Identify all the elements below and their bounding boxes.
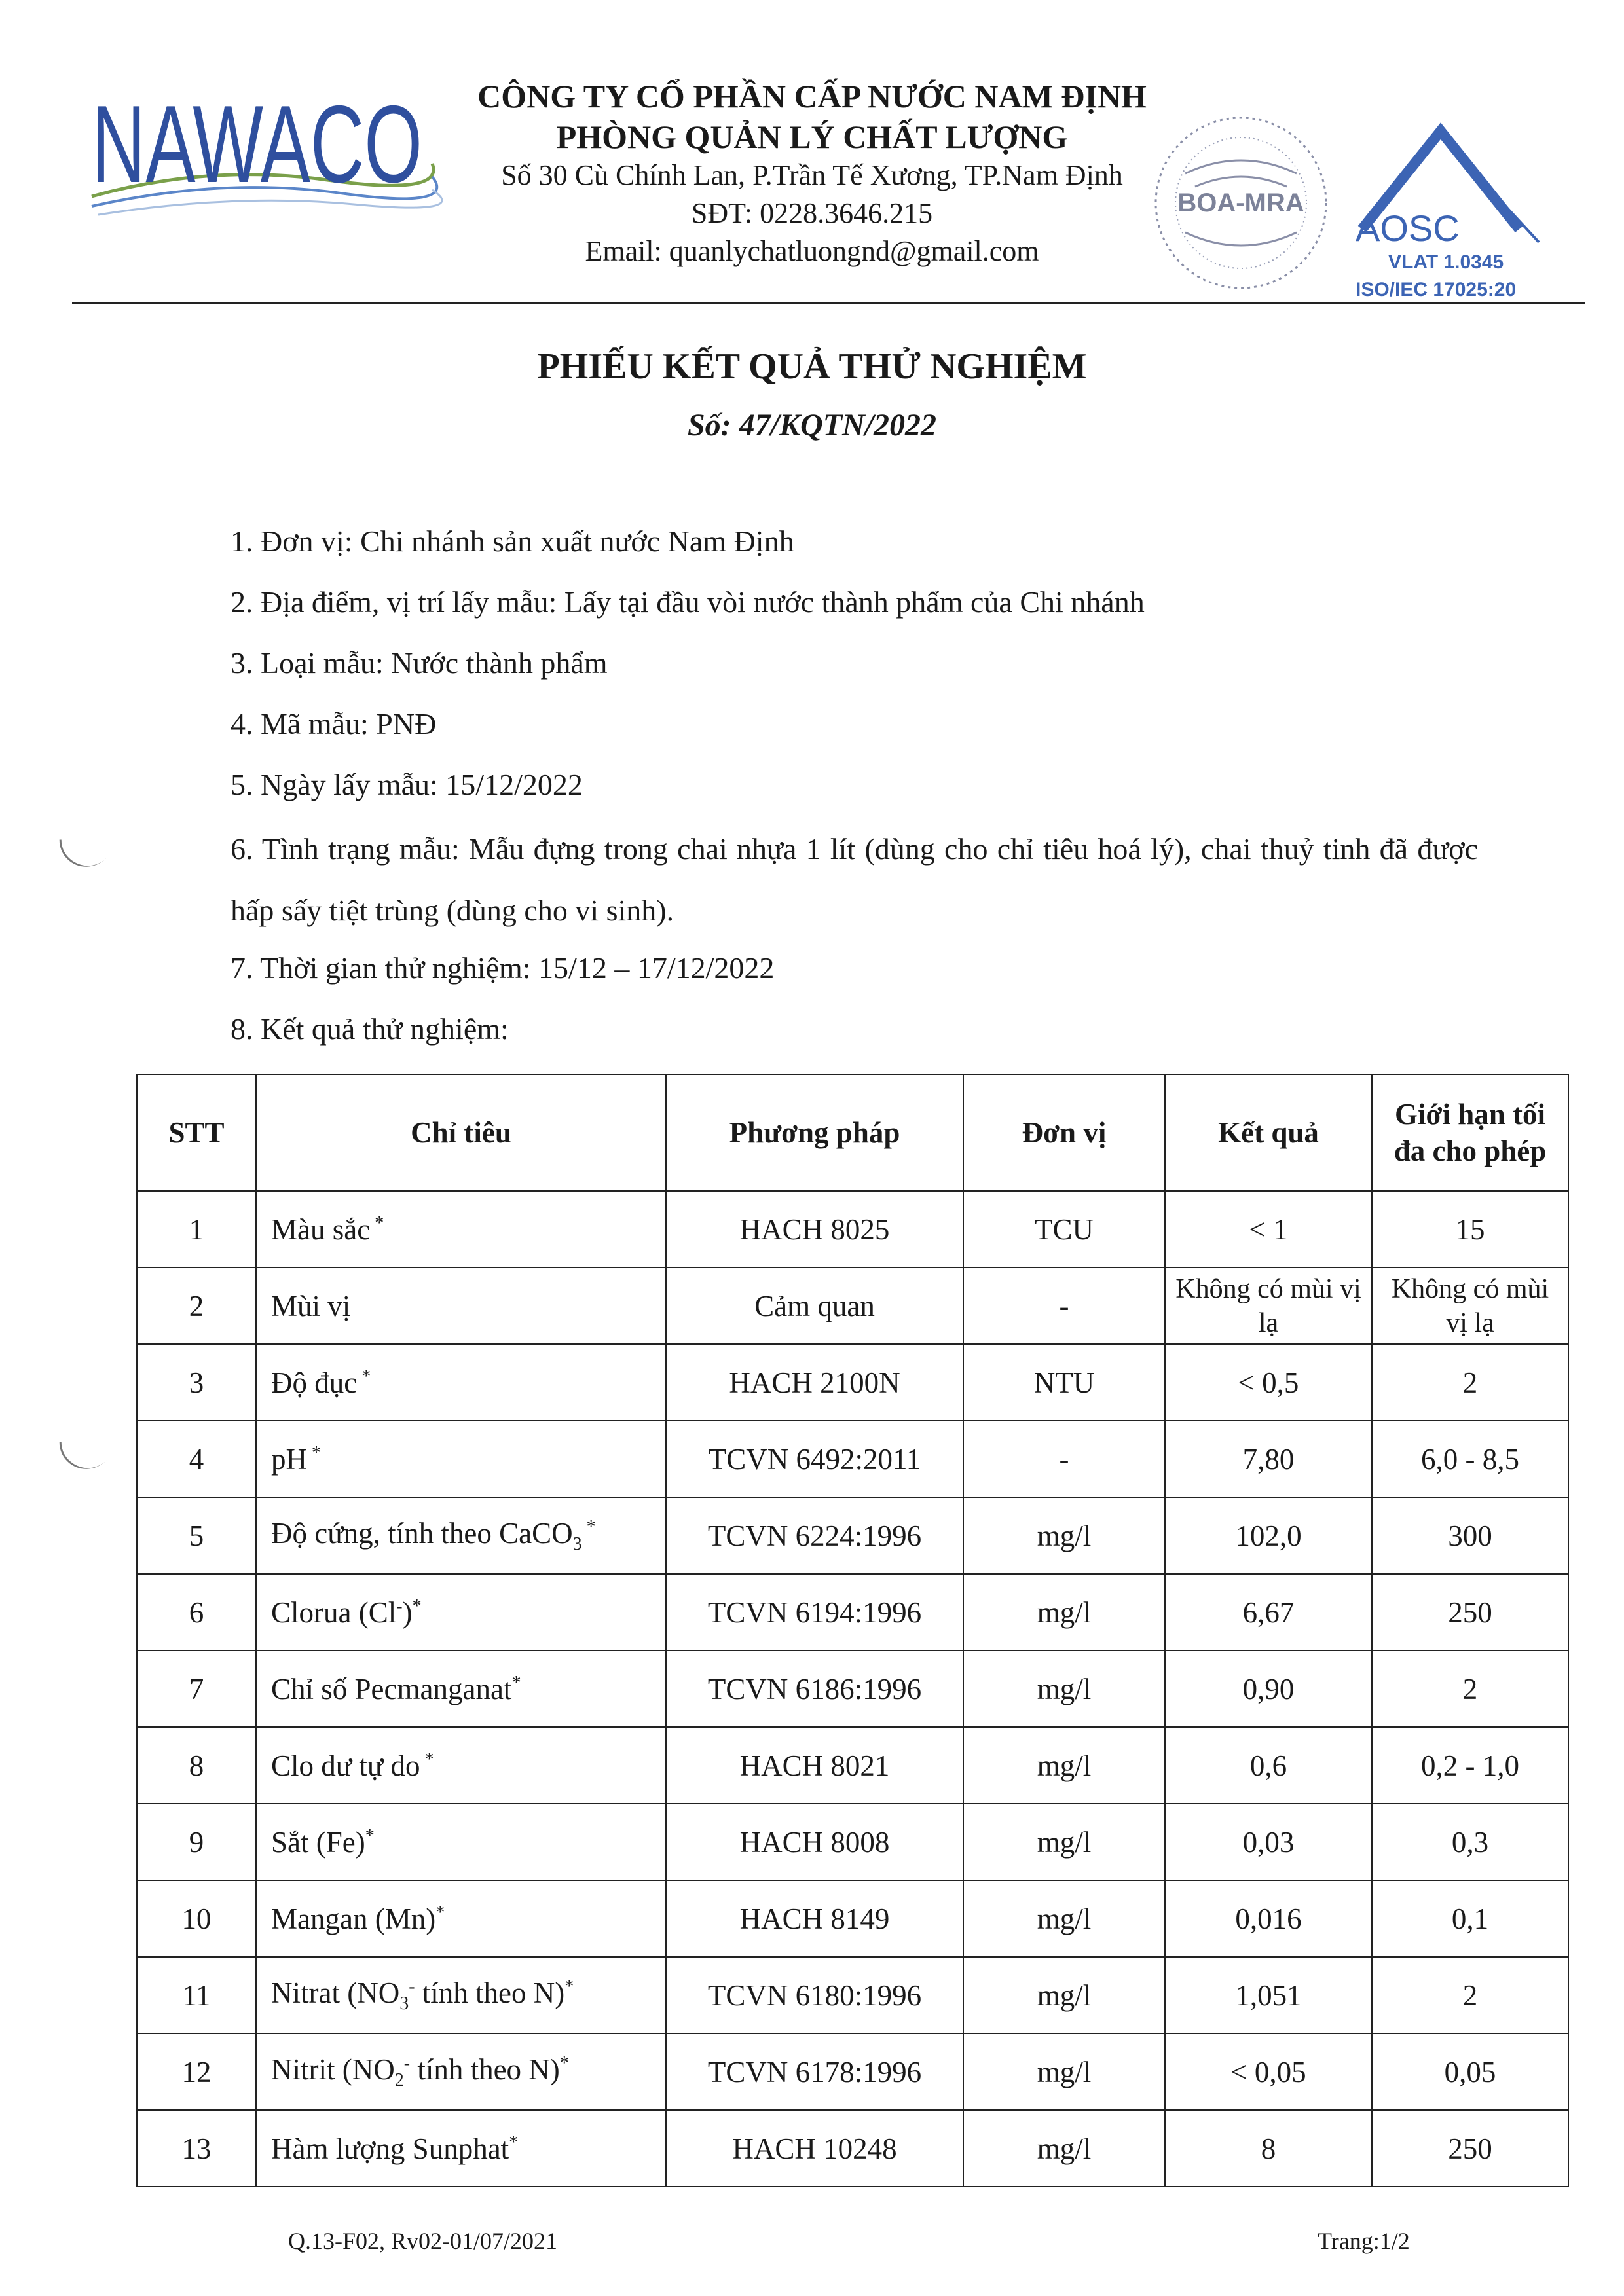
aosc-org: AOSC: [1356, 208, 1460, 249]
aosc-code: VLAT 1.0345: [1388, 251, 1504, 273]
indicator-name: Clorua (Cl: [271, 1595, 397, 1629]
cell-method: HACH 8025: [666, 1191, 963, 1267]
table-row: [137, 1957, 1568, 2033]
header-result: Kết quả: [1165, 1074, 1372, 1191]
cell-result: 0,03: [1165, 1804, 1372, 1880]
cell-indicator: [256, 1880, 666, 1957]
info-sampling-date: 5. Ngày lấy mẫu: 15/12/2022: [231, 768, 583, 801]
header-limit: Giới hạn tối đa cho phép: [1372, 1074, 1568, 1191]
cell-unit: mg/l: [963, 1957, 1165, 2033]
accredited-mark: *: [509, 2132, 519, 2153]
cell-indicator: [256, 1421, 666, 1497]
accredited-mark: *: [420, 1749, 434, 1770]
cell-limit: 2: [1372, 1344, 1568, 1421]
cell-result: 6,67: [1165, 1574, 1372, 1650]
cell-stt: 11: [137, 1957, 256, 2033]
header-indicator: Chỉ tiêu: [256, 1074, 666, 1191]
indicator-name: Mangan (Mn): [271, 1902, 436, 1935]
indicator-subscript: 2: [394, 2070, 404, 2090]
cell-unit: mg/l: [963, 1574, 1165, 1650]
cell-limit: 0,05: [1372, 2033, 1568, 2110]
indicator-name: pH: [271, 1442, 307, 1476]
cell-stt: 4: [137, 1421, 256, 1497]
header-unit: Đơn vị: [963, 1074, 1165, 1191]
table-row: [137, 1497, 1568, 1574]
cell-unit: mg/l: [963, 1650, 1165, 1727]
cell-stt: 9: [137, 1804, 256, 1880]
form-code: Q.13-F02, Rv02-01/07/2021: [288, 2228, 558, 2254]
cell-method: TCVN 6194:1996: [666, 1574, 963, 1650]
cell-stt: 7: [137, 1650, 256, 1727]
cell-method: TCVN 6186:1996: [666, 1650, 963, 1727]
cell-result: < 0,05: [1165, 2033, 1372, 2110]
info-results-heading: 8. Kết quả thử nghiệm:: [231, 1012, 509, 1046]
cell-result: < 0,5: [1165, 1344, 1372, 1421]
nawaco-logo: [92, 65, 432, 223]
cell-result: 8: [1165, 2110, 1372, 2187]
indicator-name-tail: tính theo N): [415, 1977, 565, 2009]
table-row: [137, 1344, 1568, 1421]
cell-method: TCVN 6492:2011: [666, 1421, 963, 1497]
cell-limit: 300: [1372, 1497, 1568, 1574]
cell-indicator: [256, 1804, 666, 1880]
indicator-name-tail: ): [402, 1595, 413, 1629]
accreditation-seal: [1146, 108, 1336, 298]
cell-limit: 0,1: [1372, 1880, 1568, 1957]
cell-stt: 10: [137, 1880, 256, 1957]
cell-indicator: [256, 2110, 666, 2187]
indicator-name: Clo dư tự do: [271, 1749, 420, 1782]
company-name: CÔNG TY CỔ PHẦN CẤP NƯỚC NAM ĐỊNH: [477, 78, 1147, 115]
table-row: [137, 1804, 1568, 1880]
cell-indicator: [256, 1650, 666, 1727]
cell-unit: mg/l: [963, 1880, 1165, 1957]
cell-stt: 2: [137, 1267, 256, 1344]
info-location: 2. Địa điểm, vị trí lấy mẫu: Lấy tại đầu vòi nước thành phẩm của Chi nhánh: [231, 585, 1145, 619]
info-sample-code: 4. Mã mẫu: PNĐ: [231, 707, 437, 740]
table-row: [137, 1267, 1568, 1344]
table-row: [137, 1421, 1568, 1497]
header-method: Phương pháp: [666, 1074, 963, 1191]
cell-limit: 2: [1372, 1650, 1568, 1727]
accredited-mark: *: [307, 1442, 321, 1463]
results-table: [136, 1074, 1569, 2187]
cell-limit: 6,0 - 8,5: [1372, 1421, 1568, 1497]
cell-result: Không có mùi vị lạ: [1165, 1267, 1372, 1344]
cell-result: 1,051: [1165, 1957, 1372, 2033]
cell-method: HACH 8149: [666, 1880, 963, 1957]
cell-method: HACH 2100N: [666, 1344, 963, 1421]
cell-unit: -: [963, 1267, 1165, 1344]
table-row: [137, 1880, 1568, 1957]
cell-method: HACH 10248: [666, 2110, 963, 2187]
table-row: [137, 1650, 1568, 1727]
cell-indicator: [256, 1344, 666, 1421]
accredited-mark: *: [435, 1902, 445, 1923]
cell-stt: 13: [137, 2110, 256, 2187]
indicator-name: Độ đục: [271, 1366, 358, 1399]
cell-limit: 0,2 - 1,0: [1372, 1727, 1568, 1804]
company-phone: SĐT: 0228.3646.215: [691, 197, 933, 229]
indicator-name: Nitrat (NO: [271, 1977, 400, 2009]
info-sample-type: 3. Loại mẫu: Nước thành phẩm: [231, 646, 608, 680]
cell-limit: 0,3: [1372, 1804, 1568, 1880]
accredited-mark: *: [365, 1825, 375, 1846]
seal-text: BOA-MRA: [1177, 189, 1304, 217]
cell-result: 0,6: [1165, 1727, 1372, 1804]
accredited-mark: *: [511, 1672, 521, 1693]
info-sample-condition: 6. Tình trạng mẫu: Mẫu đựng trong chai nhựa 1 lít (dùng cho chỉ tiêu hoá lý), chai thuỷ tinh đã được hấp sấy tiệt trùng (dùng cho vi sinh).: [231, 832, 1478, 927]
cell-stt: 5: [137, 1497, 256, 1574]
cell-stt: 1: [137, 1191, 256, 1267]
aosc-accreditation-mark: [1349, 118, 1565, 308]
cell-method: TCVN 6178:1996: [666, 2033, 963, 2110]
cell-unit: mg/l: [963, 1497, 1165, 1574]
info-test-period: 7. Thời gian thử nghiệm: 15/12 – 17/12/2022: [231, 951, 775, 985]
indicator-name: Chỉ số Pecmanganat: [271, 1672, 512, 1705]
cell-limit: 250: [1372, 1574, 1568, 1650]
cell-stt: 3: [137, 1344, 256, 1421]
cell-indicator: [256, 1191, 666, 1267]
cell-limit: Không có mùi vị lạ: [1372, 1267, 1568, 1344]
indicator-subscript: 3: [572, 1534, 582, 1554]
indicator-superscript: -: [409, 1977, 415, 1997]
cell-indicator: [256, 1574, 666, 1650]
indicator-subscript: 3: [399, 1994, 409, 2014]
cell-method: Cảm quan: [666, 1267, 963, 1344]
indicator-name: Độ cứng, tính theo CaCO: [271, 1517, 573, 1550]
table-row: [137, 1191, 1568, 1267]
table-row: [137, 2110, 1568, 2187]
department-name: PHÒNG QUẢN LÝ CHẤT LƯỢNG: [556, 118, 1068, 155]
cell-unit: mg/l: [963, 2110, 1165, 2187]
company-email: Email: quanlychatluongnd@gmail.com: [585, 235, 1039, 267]
cell-stt: 12: [137, 2033, 256, 2110]
accredited-mark: *: [581, 1517, 596, 1537]
cell-method: HACH 8021: [666, 1727, 963, 1804]
cell-limit: 250: [1372, 2110, 1568, 2187]
cell-method: TCVN 6224:1996: [666, 1497, 963, 1574]
document-number: Số: 47/KQTN/2022: [687, 408, 936, 443]
cell-indicator: [256, 1267, 666, 1344]
indicator-superscript: -: [396, 1595, 403, 1616]
cell-limit: 15: [1372, 1191, 1568, 1267]
cell-unit: TCU: [963, 1191, 1165, 1267]
table-row: [137, 2033, 1568, 2110]
cell-indicator: [256, 1957, 666, 2033]
indicator-name-tail: tính theo N): [410, 2053, 560, 2086]
cell-result: 7,80: [1165, 1421, 1372, 1497]
cell-unit: mg/l: [963, 1727, 1165, 1804]
cell-result: 0,90: [1165, 1650, 1372, 1727]
table-header-row: [137, 1074, 1568, 1191]
header-stt: STT: [137, 1074, 256, 1191]
accredited-mark: *: [412, 1595, 422, 1616]
accredited-mark: *: [370, 1212, 384, 1233]
header-divider: [72, 302, 1585, 304]
info-unit: 1. Đơn vị: Chi nhánh sản xuất nước Nam Định: [231, 524, 794, 558]
page-number: Trang:1/2: [1318, 2228, 1410, 2254]
cell-result: 102,0: [1165, 1497, 1372, 1574]
indicator-name: Sắt (Fe): [271, 1825, 365, 1859]
indicator-name: Mùi vị: [271, 1289, 351, 1322]
cell-indicator: [256, 1727, 666, 1804]
cell-result: < 1: [1165, 1191, 1372, 1267]
cell-indicator: [256, 2033, 666, 2110]
indicator-superscript: -: [403, 2053, 411, 2073]
cell-unit: NTU: [963, 1344, 1165, 1421]
punch-hole-mark: [48, 1402, 126, 1481]
table-body: [137, 1191, 1568, 2187]
cell-stt: 6: [137, 1574, 256, 1650]
accredited-mark: *: [564, 1977, 574, 1997]
company-address: Số 30 Cù Chính Lan, P.Trần Tế Xương, TP.Nam Định: [501, 159, 1123, 191]
cell-result: 0,016: [1165, 1880, 1372, 1957]
document-title: PHIẾU KẾT QUẢ THỬ NGHIỆM: [537, 346, 1087, 387]
cell-limit: 2: [1372, 1957, 1568, 2033]
logo-text: NAWACO: [92, 82, 422, 206]
cell-method: HACH 8008: [666, 1804, 963, 1880]
cell-method: TCVN 6180:1996: [666, 1957, 963, 2033]
indicator-name: Hàm lượng Sunphat: [271, 2132, 509, 2165]
table-row: [137, 1727, 1568, 1804]
cell-unit: mg/l: [963, 1804, 1165, 1880]
indicator-name: Nitrit (NO: [271, 2053, 395, 2086]
punch-hole-mark: [48, 800, 126, 879]
cell-indicator: [256, 1497, 666, 1574]
cell-stt: 8: [137, 1727, 256, 1804]
cell-unit: mg/l: [963, 2033, 1165, 2110]
indicator-name: Màu sắc: [271, 1212, 371, 1246]
table-row: [137, 1574, 1568, 1650]
aosc-standard: ISO/IEC 17025:20: [1356, 279, 1517, 301]
accredited-mark: *: [559, 2053, 569, 2073]
accredited-mark: *: [357, 1366, 371, 1387]
cell-unit: -: [963, 1421, 1165, 1497]
